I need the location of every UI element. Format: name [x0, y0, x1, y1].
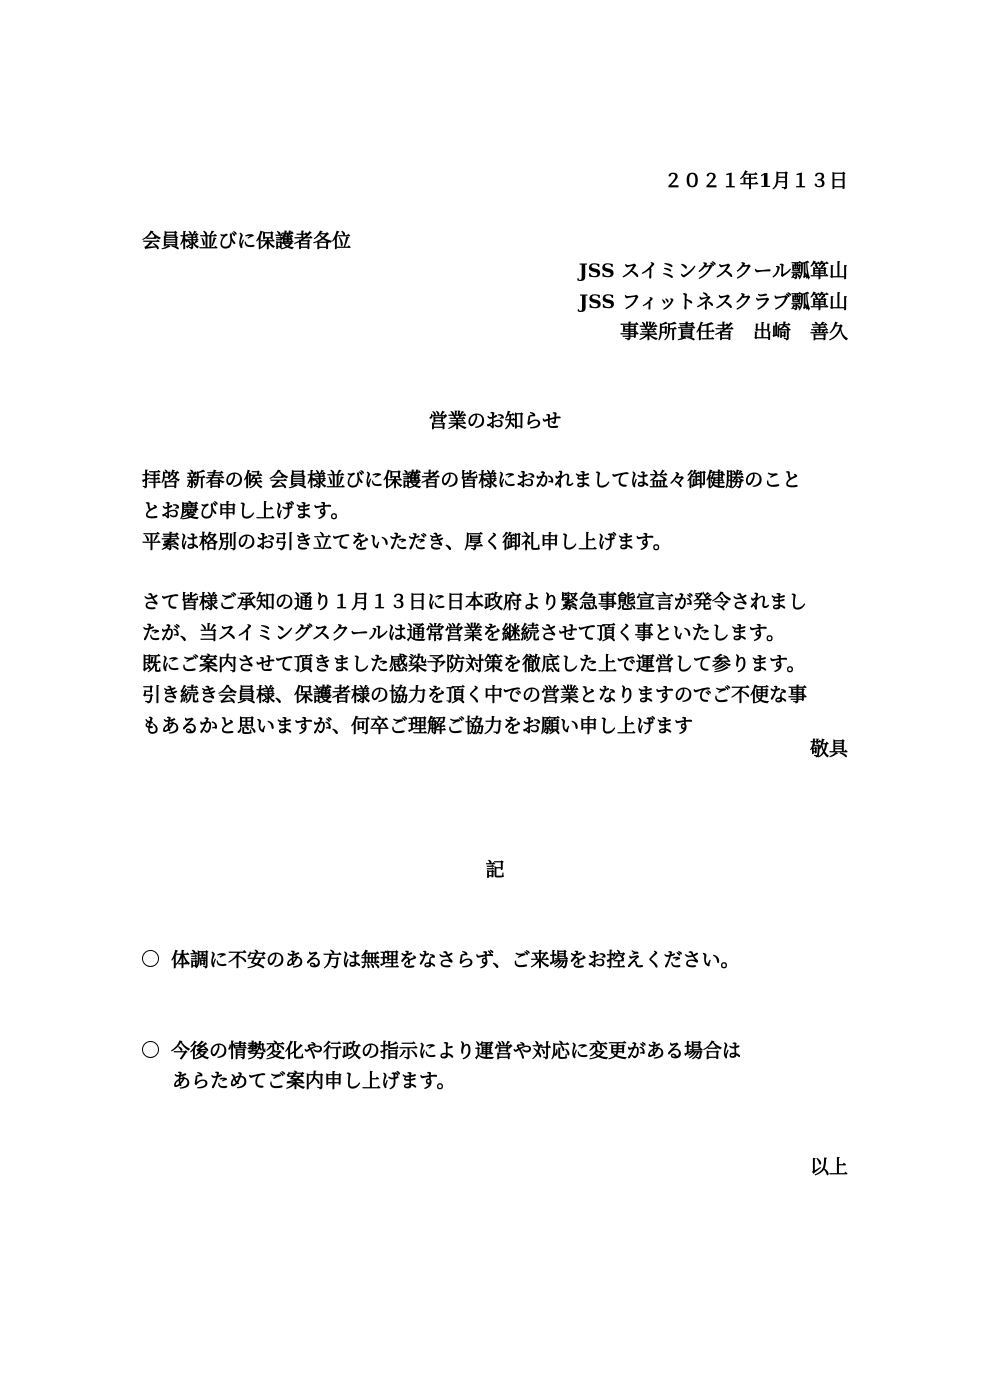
end-ijou: 以上 [809, 1156, 848, 1178]
sender-line-3: 事業所責任者 出崎 善久 [619, 321, 848, 343]
main-line-3: 既にご案内させて頂きました感染予防対策を徹底した上で運営して参ります。 [142, 653, 806, 675]
notice-item-2 [142, 1036, 741, 1096]
notice-item-1-text: 体調に不安のある方は無理をなさらず、ご来場をお控えください。 [171, 949, 740, 971]
main-paragraph [142, 587, 854, 742]
sender-line-1: JSS スイミングスクール瓢箪山 [578, 260, 848, 282]
recipient: 会員様並びに保護者各位 [142, 230, 352, 252]
main-line-4: 引き続き会員様、保護者様の協力を頂く中での営業となりますのでご不便な事 [142, 684, 808, 706]
main-line-2: たが、当スイミングスクールは通常営業を継続させて頂く事といたします。 [142, 622, 786, 644]
notice-item-1 [142, 945, 739, 975]
ki-heading: 記 [485, 859, 505, 881]
greeting-line-2: とお慶び申し上げます。 [142, 500, 350, 522]
notice-item-2-text-1: 今後の情勢変化や行政の指示により運営や対応に変更がある場合は [171, 1040, 742, 1062]
greeting-paragraph [142, 465, 854, 558]
notice-item-2-text-2: あらためてご案内申し上げます。 [172, 1070, 456, 1092]
document-title: 営業のお知らせ [428, 410, 562, 432]
main-line-5: もあるかと思いますが、何卒ご理解ご協力をお願い申し上げます [142, 715, 694, 737]
circle-bullet-icon [142, 1041, 159, 1058]
document-date: ２０２１年1月１３日 [663, 170, 848, 192]
sender-line-2: JSS フィットネスクラブ瓢箪山 [579, 291, 848, 313]
closing-keigu: 敬具 [809, 738, 848, 760]
greeting-line-1: 拝啓 新春の候 会員様並びに保護者の皆様におかれましては益々御健勝のこと [142, 469, 802, 491]
greeting-line-3: 平素は格別のお引き立てをいただき、厚く御礼申し上げます。 [142, 531, 672, 553]
circle-bullet-icon [142, 950, 159, 967]
main-line-1: さて皆様ご承知の通り１月１３日に日本政府より緊急事態宣言が発令されまし [142, 591, 808, 613]
